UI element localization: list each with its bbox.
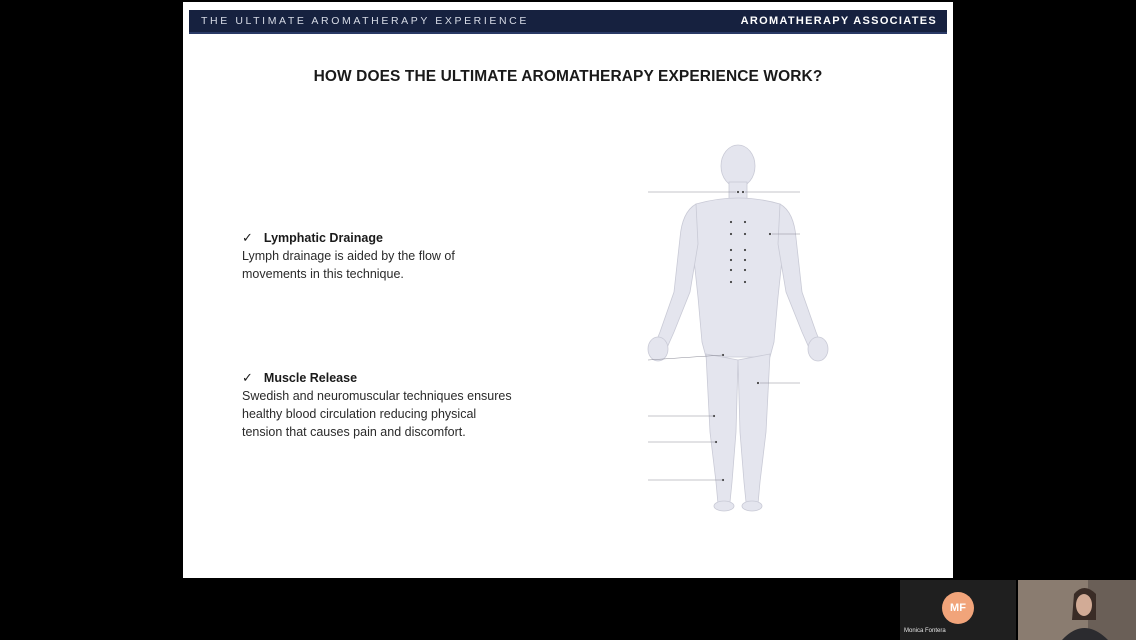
banner-title: THE ULTIMATE AROMATHERAPY EXPERIENCE — [201, 15, 529, 27]
presentation-slide — [183, 2, 953, 578]
avatar-initials: MF — [950, 602, 966, 614]
bullet-line: tension that causes pain and discomfort. — [242, 425, 466, 439]
participant-avatar — [942, 592, 974, 624]
slide-title: HOW DOES THE ULTIMATE AROMATHERAPY EXPERIENCE WORK? — [313, 68, 823, 85]
bullet-line: healthy blood circulation reducing physical — [242, 407, 477, 421]
webcam-feed — [1018, 580, 1136, 640]
bullet-heading: Muscle Release — [263, 371, 358, 385]
bullet-heading: Lymphatic Drainage — [263, 231, 383, 245]
bullet-line: Lymph drainage is aided by the flow of — [242, 249, 455, 263]
body-back-illustration — [578, 142, 878, 512]
check-icon: ✓ — [242, 370, 253, 385]
body-diagram — [578, 142, 878, 512]
check-icon: ✓ — [242, 230, 253, 245]
bullet-lymphatic-drainage — [242, 230, 552, 283]
participant-video-tile[interactable] — [1018, 580, 1136, 640]
bullet-text — [242, 387, 552, 441]
banner-brand: AROMATHERAPY ASSOCIATES — [740, 15, 937, 27]
bullet-line: Swedish and neuromuscular techniques ensures — [242, 389, 512, 403]
slide-banner — [189, 10, 947, 34]
bullet-text — [242, 247, 552, 283]
bullet-muscle-release — [242, 370, 552, 441]
participant-name: Monica Fontera — [904, 628, 946, 634]
bullet-line: movements in this technique. — [242, 267, 404, 281]
